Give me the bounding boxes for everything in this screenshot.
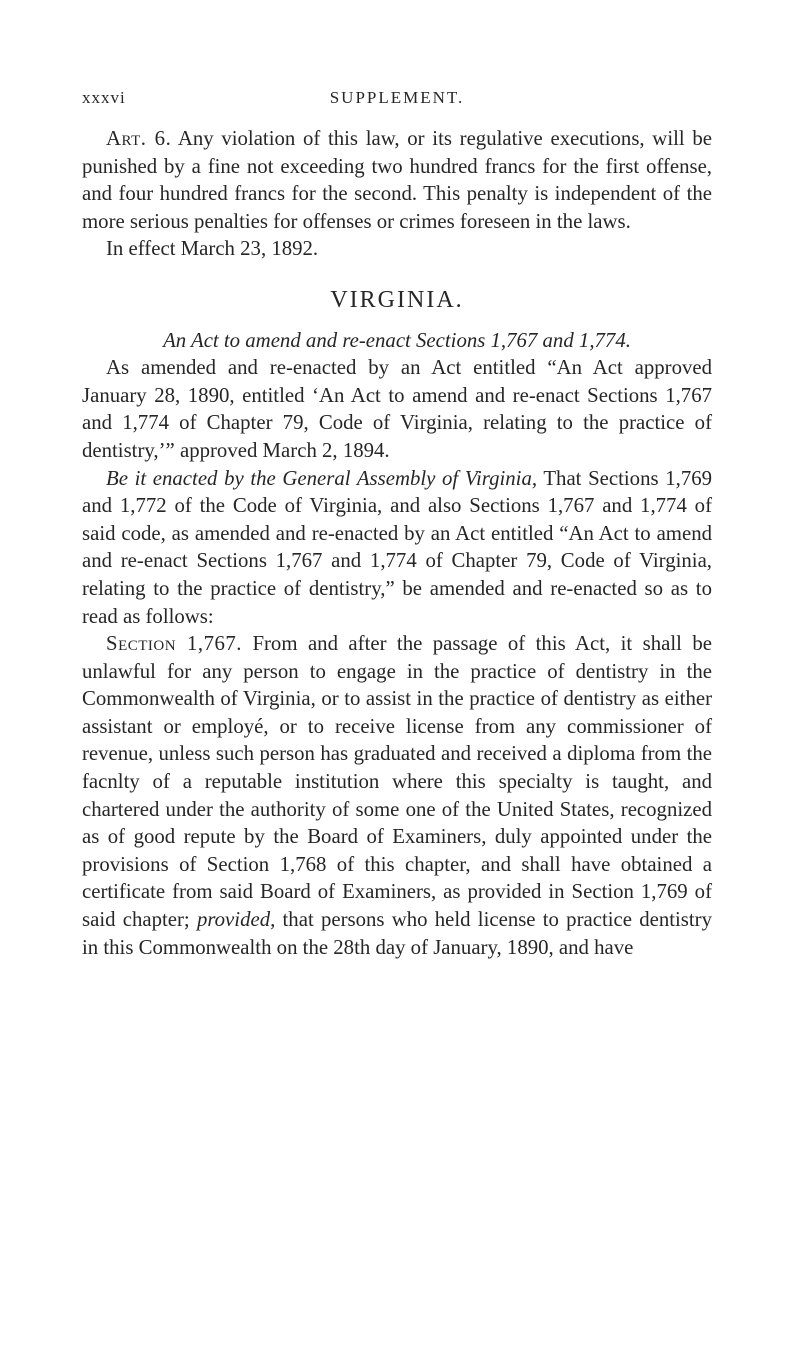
enacting-formula: Be it enacted by the General Assembly of Virginia,: [106, 466, 538, 490]
article-label: Art. 6.: [106, 127, 172, 150]
act-preamble: As amended and re-enacted by an Act entitled “An Act approved January 28, 1890, entitled ‘An Act to amend and re-enact Sections 1,767 and 1,774 of Chapter 79, Code of Virginia, relating to the practice of dentistry,’” approved March 2, 1894.: [82, 356, 712, 462]
act-title: An Act to amend and re-enact Sections 1,767 and 1,774.: [163, 328, 631, 352]
enacting-text: That Sections 1,769 and 1,772 of the Code of Virginia, and also Sections 1,767 and 1,774 of said code, as amended and re-enacted by an Act entitled “An Act to amend and re-enact Sections 1,767 and 1,774 of Chapter 79, Code of Virginia, relating to the practice of dentistry,” be amended and re-enacted so as to read as follows:: [82, 466, 713, 628]
running-head: [82, 88, 712, 112]
article-6-text: Any violation of this law, or its regulative executions, will be punished by a fine not exceeding two hundred francs for the first offense, and four hundred francs for the second. This penalty is independent of the more serious penalties for offenses or crimes foreseen in the laws.: [82, 127, 712, 233]
enacting-clause: [82, 465, 712, 631]
proviso-word: provided,: [196, 908, 276, 932]
state-heading: VIRGINIA.: [330, 286, 464, 313]
article-6-paragraph: [82, 125, 712, 235]
section-1767-paragraph: [82, 630, 712, 961]
page-number: xxxvi: [82, 88, 126, 107]
running-title: SUPPLEMENT.: [329, 88, 465, 107]
section-1767-proviso: that persons who held license to practice dentistry in this Commonwealth on the 28th day of January, 1890, and have: [82, 908, 712, 959]
body-text: [82, 125, 712, 961]
section-1767-text: From and after the passage of this Act, it shall be unlawful for any person to engage in the practice of dentistry in the Commonwealth of Virginia, or to assist in the practice of dentistry as either assistant or employé, or to receive license from any commissioner of revenue, unless such person has graduated and received a diploma from the facnlty of a reputable institution where this specialty is taught, and chartered under the authority of some one of the United States, recognized as of good repute by the Board of Examiners, duly appointed under the provisions of Section 1,768 of this chapter, and shall have obtained a certificate from said Board of Examiners, as provided in Section 1,769 of said chapter;: [82, 632, 712, 932]
effective-date: In effect March 23, 1892.: [106, 237, 319, 261]
section-label: Section 1,767.: [106, 632, 242, 656]
